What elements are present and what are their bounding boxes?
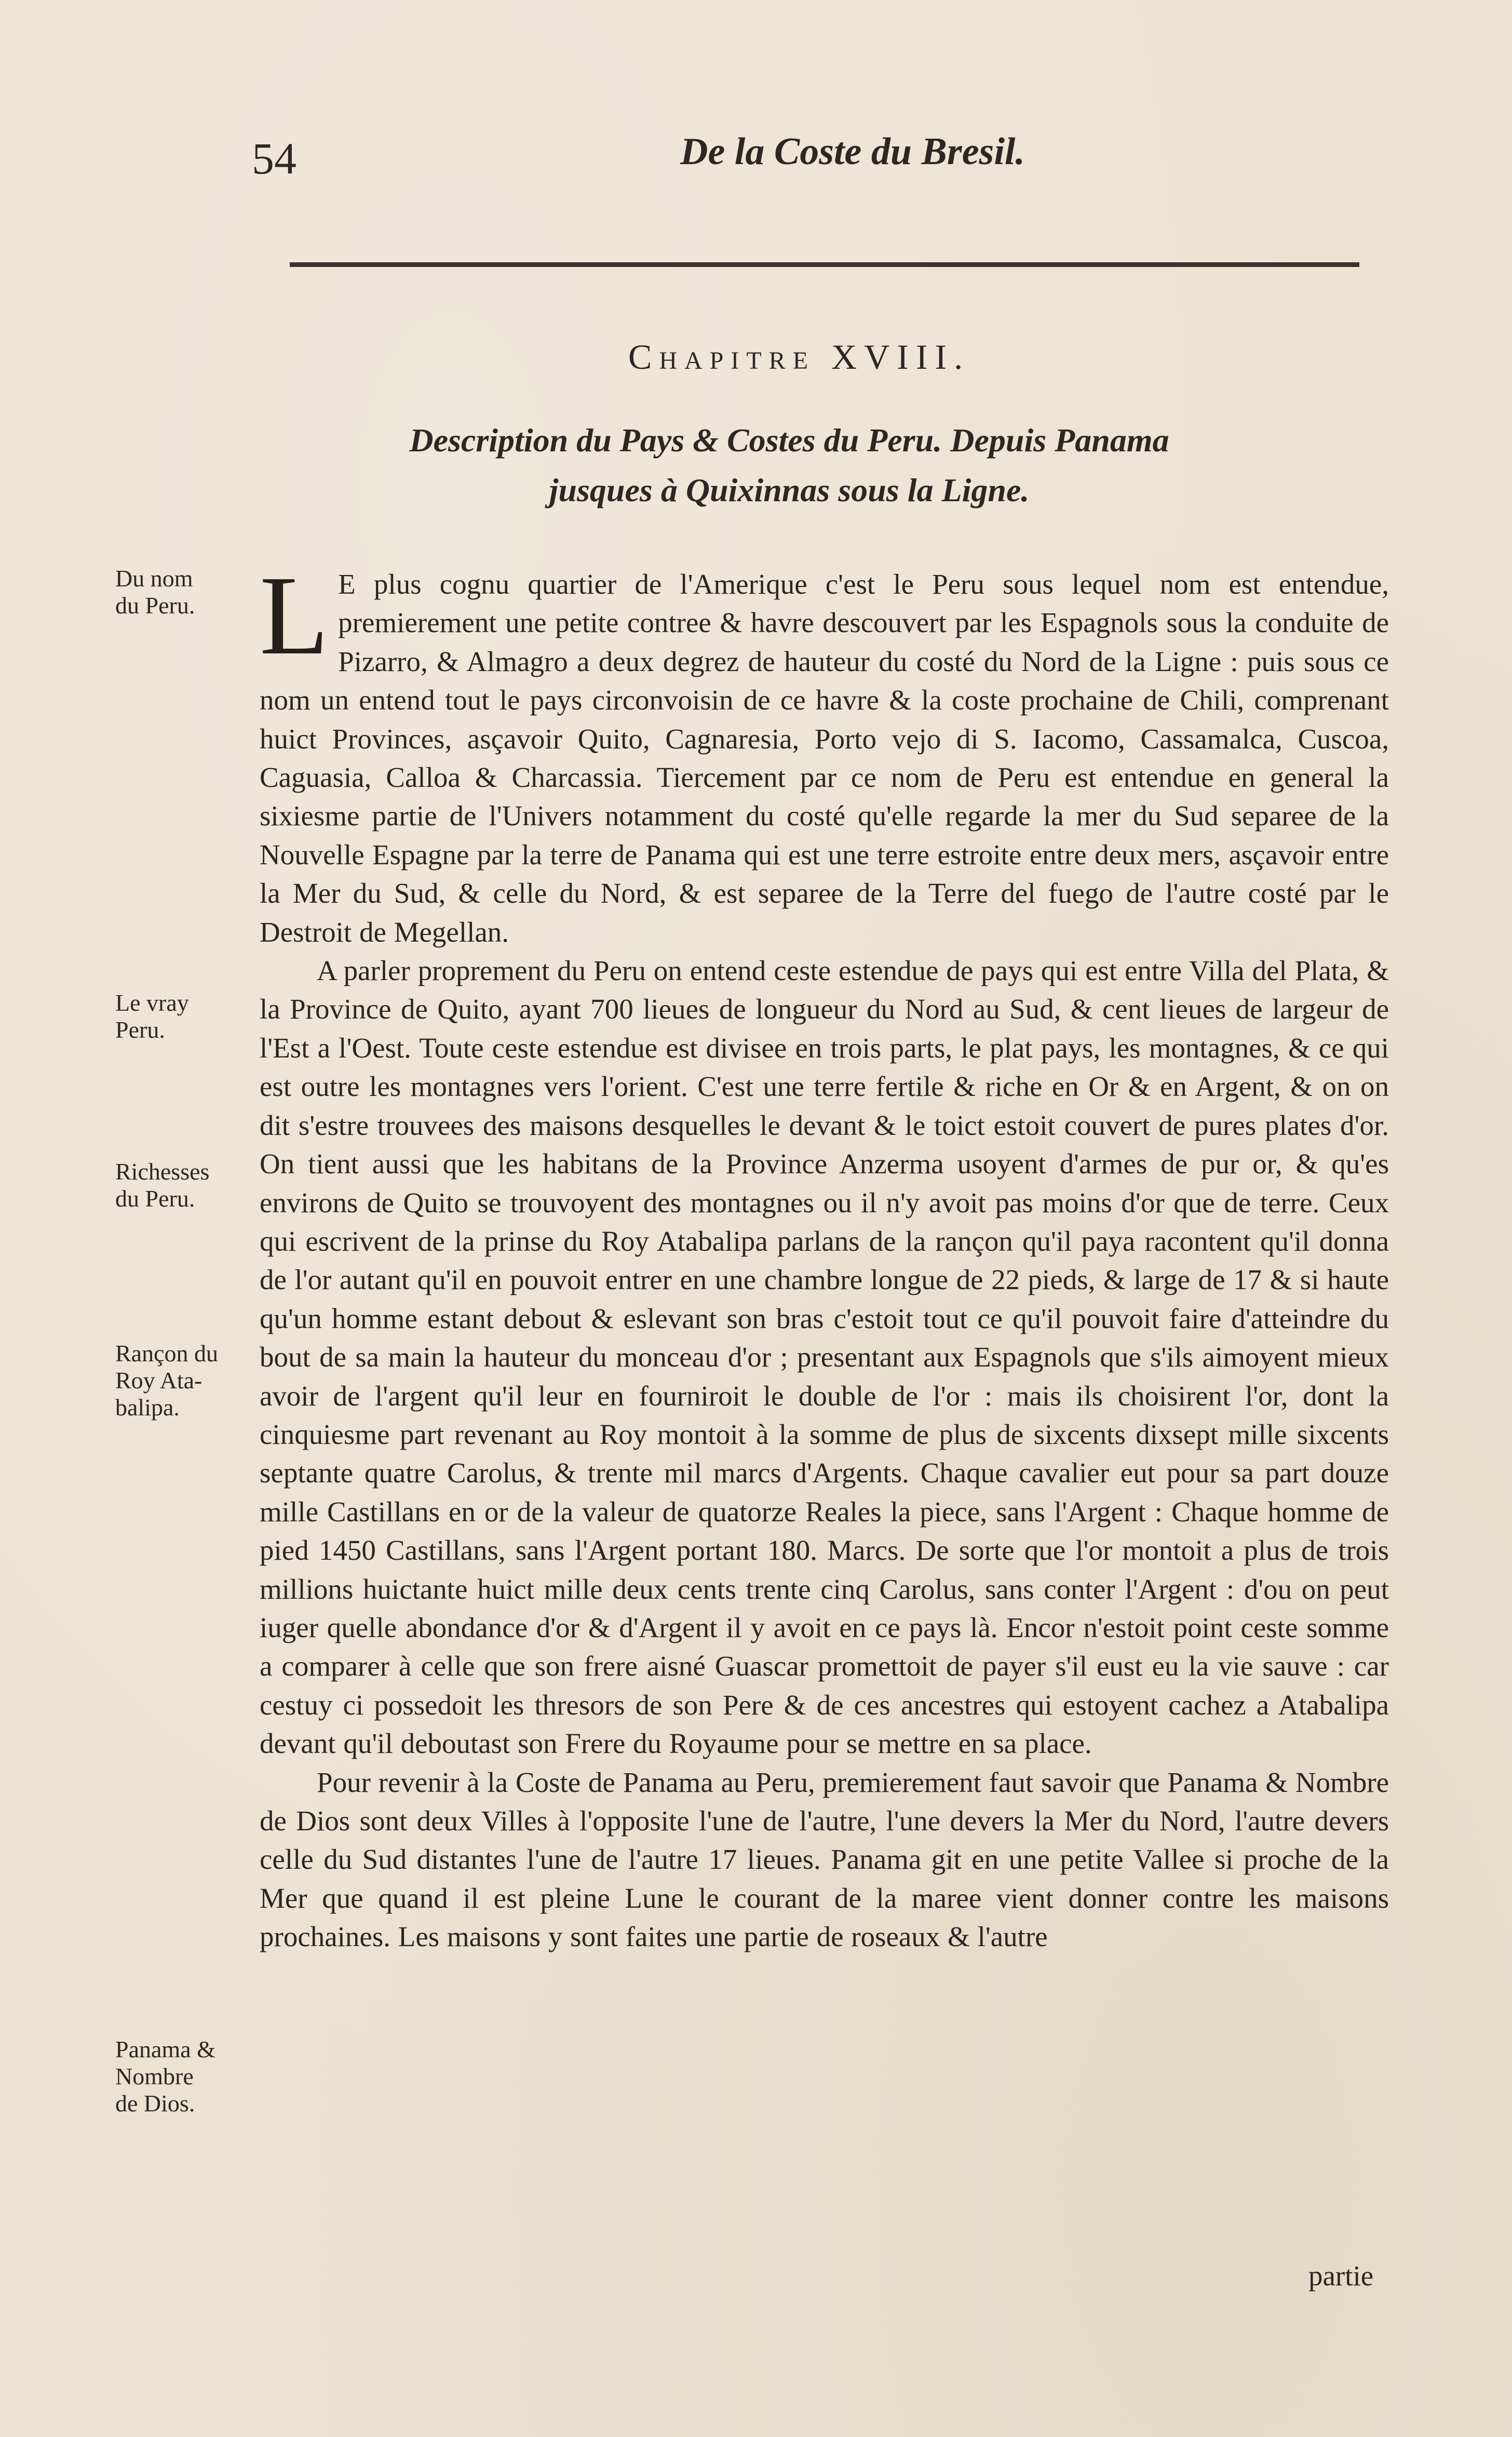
chapter-subtitle: [322, 416, 1257, 515]
margin-note-line: Du nom: [115, 565, 193, 592]
chapter-subtitle-line: Description du Pays & Costes du Peru. Depuis Panama: [409, 422, 1169, 459]
paragraph: Pour revenir à la Coste de Panama au Peru, premierement faut savoir que Panama & Nombre de Dios sont deux Villes à l'opposite l'une de l'autre, l'une devers la Mer du Nord, l'autre devers celle du Sud distantes l'une de l'autre 17 lieues. Panama git en une petite Vallee si proche de la Mer que quand il est pleine Lune le courant de la maree vient donner contre les maisons prochaines. Les maisons y sont faites une partie de roseaux & l'autre: [260, 1766, 1389, 1953]
margin-note-line: Peru.: [115, 1016, 165, 1043]
paragraph-text: E plus cognu quartier de l'Amerique c'est le Peru sous lequel nom est entendue, premierement une petite contree & havre descouvert par les Espagnols sous la conduite de Pizarro, & Almagro a deux degrez de hauteur du costé du Nord de la Ligne : puis sous ce nom un entend tout le pays circonvoisin de ce havre & la coste prochaine de Chili, comprenant huict Provinces, asçavoir Quito, Cagnaresia, Porto vejo di S. Iacomo, Cassamalca, Cuscoa, Caguasia, Calloa & Charcassia. Tiercement par ce nom de Peru est entendue en general la sixiesme partie de l'Univers notamment du costé qu'elle regarde la mer du Sud separee de la Nouvelle Espagne par la terre de Panama qui est une terre estroite entre deux mers, asçavoir entre la Mer du Sud, & celle du Nord, & est separee de la Terre del fuego de l'autre costé par le Destroit de Megellan.: [260, 568, 1389, 948]
running-head: De la Coste du Bresil.: [680, 130, 1025, 173]
margin-note-line: Rançon du: [115, 1340, 219, 1367]
margin-note-line: Panama &: [115, 2036, 215, 2063]
margin-note-line: Richesses: [115, 1158, 210, 1185]
margin-note-line: balipa.: [115, 1394, 180, 1421]
catchword: partie: [1308, 2260, 1374, 2292]
margin-note-line: du Peru.: [115, 592, 195, 619]
body-text: [260, 553, 1389, 1957]
chapter-title: Chapitre XVIII.: [628, 337, 970, 377]
header-rule: [290, 262, 1359, 267]
paragraph: [260, 553, 1389, 952]
margin-note-line: Le vray: [115, 989, 189, 1016]
margin-note-le-vray-peru: [115, 989, 254, 1043]
drop-cap: L: [260, 553, 329, 678]
page-number: 54: [252, 133, 296, 183]
margin-note-richesses: [115, 1158, 254, 1212]
chapter-subtitle-line: jusques à Quixinnas sous la Ligne.: [549, 472, 1030, 508]
margin-note-line: de Dios.: [115, 2090, 195, 2117]
margin-note-line: du Peru.: [115, 1185, 195, 1212]
paragraph: A parler proprement du Peru on entend ceste estendue de pays qui est entre Villa del Plata, & la Province de Quito, ayant 700 lieues de longueur du Nord au Sud, & cent lieues de largeur de l'Est a l'Oest. Toute ceste estendue est divisee en trois parts, le plat pays, les montagnes, & ce qui est outre les montagnes vers l'orient. C'est une terre fertile & riche en Or & en Argent, & on on dit s'estre trouvees des maisons desquelles le devant & le toict estoit couvert de pures plates d'or. On tient aussi que les habitans de la Province Anzerma usoyent d'armes de pur or, & qu'es environs de Quito se trouvoyent des montagnes ou il n'y avoit pas moins d'or que de terre. Ceux qui escrivent de la prinse du Roy Atabalipa parlans de la rançon qu'il paya racontent qu'il donna de l'or autant qu'il en pouvoit entrer en une chambre longue de 22 pieds, & large de 17 & si haute qu'un homme estant debout & eslevant son bras c'estoit tout ce qu'il pouvoit faire d'atteindre du bout de sa main la hauteur du monceau d'or ; presentant aux Espagnols que s'ils aimoyent mieux avoir de l'argent qu'il leur en fourniroit le double de l'or : mais ils choisirent l'or, dont la cinquiesme part revenant au Roy montoit à la somme de plus de sixcents dixsept mille sixcents septante quatre Carolus, & trente mil marcs d'Argents. Chaque cavalier eut pour sa part douze mille Castillans en or de la valeur de quatorze Reales la piece, sans l'Argent : Chaque homme de pied 1450 Castillans, sans l'Argent portant 180. Marcs. De sorte que l'or montoit a plus de trois millions huictante huict mille deux cents trente cinq Carolus, sans conter l'Argent : d'ou on peut iuger quelle abondance d'or & d'Argent il y avoit en ce pays là. Encor n'estoit point ceste somme a comparer à celle que son frere aisné Guascar promettoit de payer s'il eust eu la vie sauve : car cestuy ci possedoit les thresors de son Pere & de ces ancestres qui estoyent cachez a Atabalipa devant qu'il deboutast son Frere du Royaume pour se mettre en sa place.: [260, 955, 1389, 1760]
margin-note-du-nom: [115, 565, 254, 619]
margin-note-panama: [115, 2036, 254, 2117]
margin-note-line: Roy Ata-: [115, 1367, 203, 1394]
margin-note-rancon: [115, 1340, 254, 1421]
margin-note-line: Nombre: [115, 2063, 194, 2090]
